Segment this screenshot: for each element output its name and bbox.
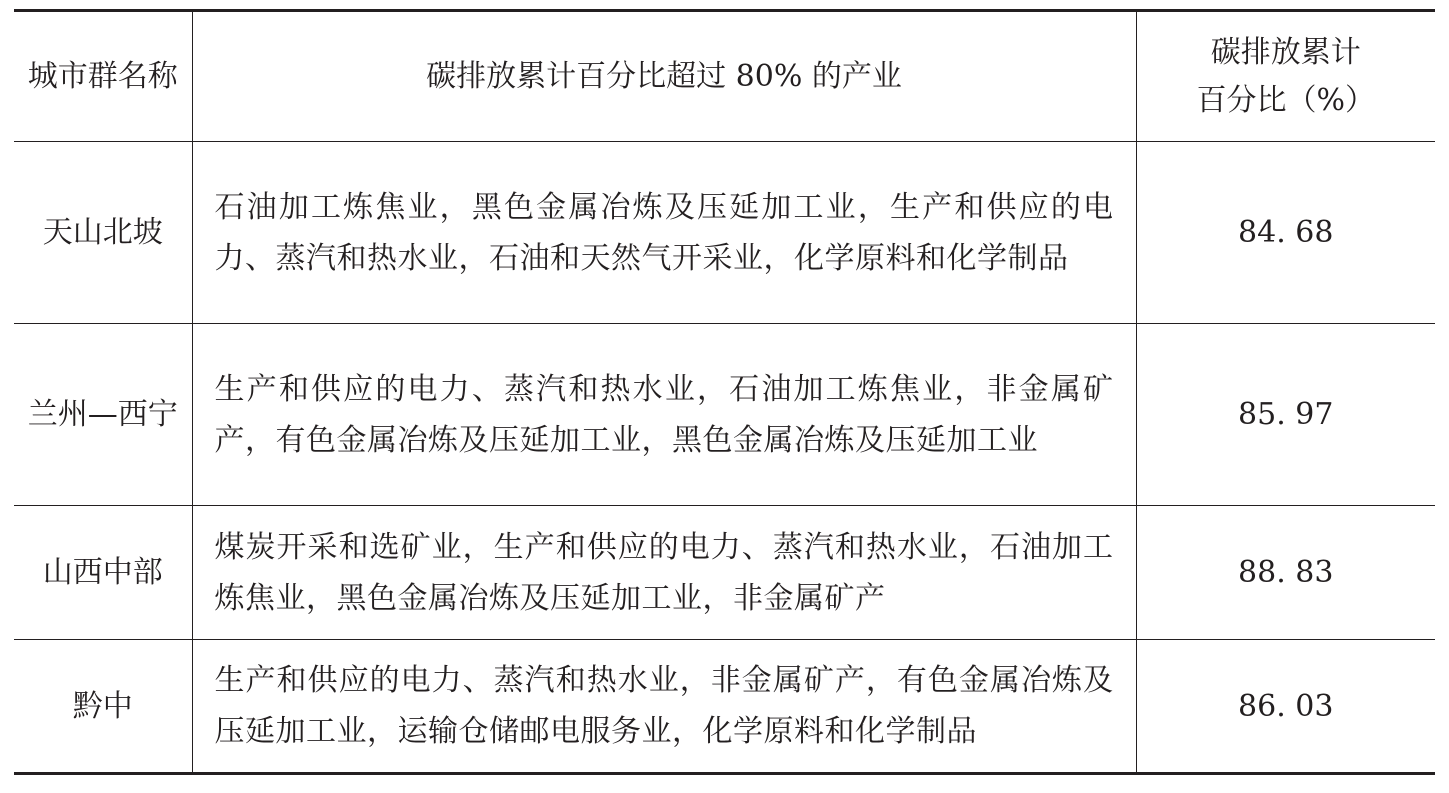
cell-city-group: 山西中部 — [14, 506, 192, 640]
cell-industries: 生产和供应的电力、蒸汽和热水业，石油加工炼焦业，非金属矿产，有色金属冶炼及压延加工业，黑色金属冶炼及压延加工业 — [192, 324, 1136, 506]
cell-city-group: 天山北坡 — [14, 142, 192, 324]
header-cumulative-percent — [1136, 11, 1435, 142]
table-header — [14, 11, 1435, 142]
cell-percent: 85. 97 — [1136, 324, 1435, 506]
table-row — [14, 142, 1435, 324]
table-body — [14, 142, 1435, 774]
header-percent-line2: 百分比（%） — [1196, 82, 1375, 118]
cell-industries: 石油加工炼焦业，黑色金属冶炼及压延加工业，生产和供应的电力、蒸汽和热水业，石油和天然气开采业，化学原料和化学制品 — [192, 142, 1136, 324]
cell-percent: 88. 83 — [1136, 506, 1435, 640]
cell-industries: 煤炭开采和选矿业，生产和供应的电力、蒸汽和热水业，石油加工炼焦业，黑色金属冶炼及压延加工业，非金属矿产 — [192, 506, 1136, 640]
table-row — [14, 640, 1435, 774]
header-industries: 碳排放累计百分比超过 80% 的产业 — [192, 11, 1136, 142]
table-row — [14, 324, 1435, 506]
cell-city-group: 黔中 — [14, 640, 192, 774]
header-row — [14, 11, 1435, 142]
header-percent-line1: 碳排放累计 — [1210, 34, 1361, 70]
table-container — [14, 9, 1435, 775]
carbon-emission-table — [14, 9, 1435, 775]
cell-percent: 84. 68 — [1136, 142, 1435, 324]
cell-percent: 86. 03 — [1136, 640, 1435, 774]
table-row — [14, 506, 1435, 640]
cell-city-group: 兰州—西宁 — [14, 324, 192, 506]
cell-industries: 生产和供应的电力、蒸汽和热水业，非金属矿产，有色金属冶炼及压延加工业，运输仓储邮电服务业，化学原料和化学制品 — [192, 640, 1136, 774]
header-city-group-name: 城市群名称 — [14, 11, 192, 142]
